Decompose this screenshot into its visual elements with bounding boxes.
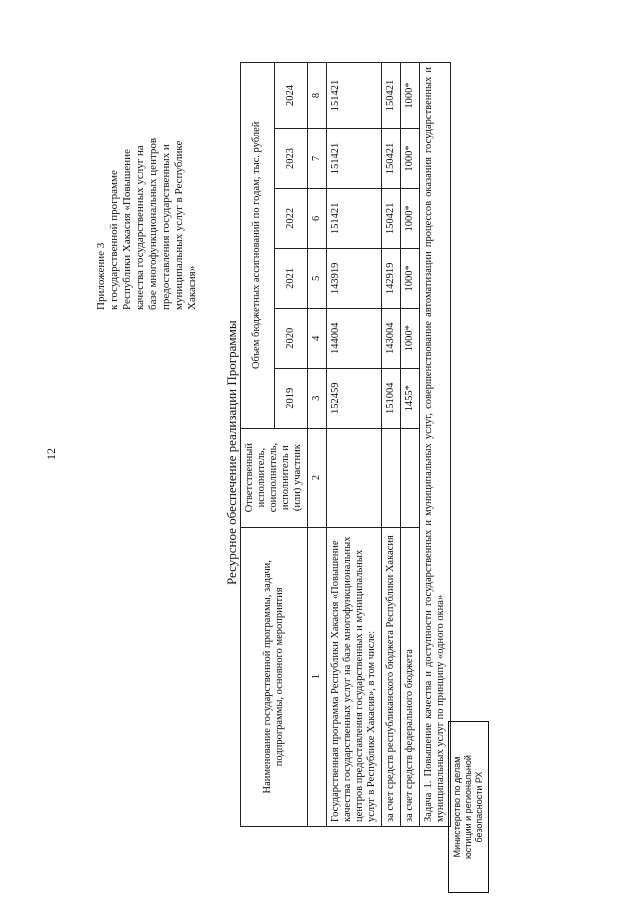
column-number: 8: [308, 63, 327, 129]
value-cell: 144004: [327, 308, 382, 368]
value-cell: 1000*: [401, 128, 420, 188]
header-executor: Ответственный исполнитель, соисполнитель, исполнитель и (или) участник: [241, 428, 308, 527]
row-name: за счет средств республиканского бюджета Республики Хакасия: [382, 527, 401, 826]
stamp-line: Министерство по делам: [452, 756, 462, 858]
year-cell: 2023: [274, 128, 308, 188]
header-name: Наименование государственной программы, задачи, подпрограммы, основного мероприятия: [241, 527, 308, 826]
year-cell: 2020: [274, 308, 308, 368]
column-number: 4: [308, 308, 327, 368]
resource-table: [240, 62, 451, 827]
year-cell: 2024: [274, 63, 308, 129]
column-number: 5: [308, 248, 327, 308]
value-cell: 1000*: [401, 63, 420, 129]
value-cell: 150421: [382, 188, 401, 248]
value-cell: 143919: [327, 248, 382, 308]
year-cell: 2022: [274, 188, 308, 248]
value-cell: 1000*: [401, 248, 420, 308]
value-cell: 152459: [327, 368, 382, 428]
column-number: 7: [308, 128, 327, 188]
header-budget: Объем бюджетных ассигнований по годам, тыс. рублей: [241, 63, 275, 429]
value-cell: 151421: [327, 63, 382, 129]
value-cell: 151004: [382, 368, 401, 428]
stamp-line: юстиции и региональной: [463, 755, 473, 859]
appendix-line: Хакасия»: [186, 265, 198, 310]
column-number: 1: [308, 527, 327, 826]
value-cell: 1455*: [401, 368, 420, 428]
appendix-line: муниципальных услуг в Республике: [173, 140, 185, 310]
appendix-line: Республики Хакасия «Повышение: [121, 149, 133, 310]
value-cell: 142919: [382, 248, 401, 308]
column-number: 3: [308, 368, 327, 428]
value-cell: 151421: [327, 128, 382, 188]
year-cell: 2019: [274, 368, 308, 428]
table-row: [382, 63, 401, 827]
task-text: Задача 1. Повышение качества и доступности государственных и муниципальных услуг, совершенствование автоматизации процессов оказания государственных и муниципальных услуг по принципу «одного окна»: [420, 63, 451, 827]
appendix-note: [95, 60, 199, 310]
column-number-row: [308, 63, 327, 827]
value-cell: 150421: [382, 63, 401, 129]
appendix-line: Приложение 3: [95, 242, 107, 310]
page-number: 12: [44, 448, 58, 460]
header-row: [241, 63, 275, 827]
row-name: за счет средств федерального бюджета: [401, 527, 420, 826]
value-cell: 1000*: [401, 308, 420, 368]
row-executor: [401, 428, 420, 527]
task-row: [420, 63, 451, 827]
appendix-line: базе многофункциональных центров: [147, 137, 159, 310]
table-row: [401, 63, 420, 827]
value-cell: 150421: [382, 128, 401, 188]
column-number: 2: [308, 428, 327, 527]
appendix-line: предоставления государственных и: [160, 144, 172, 310]
table-row: [327, 63, 382, 827]
column-number: 6: [308, 188, 327, 248]
value-cell: 151421: [327, 188, 382, 248]
row-name: Государственная программа Республики Хакасия «Повышение качества государственных услуг на базе многофункциональных центров предоставления государственных и муниципальных услуг в Республике Хакасия», в том числе:: [327, 527, 382, 826]
appendix-line: качества государственных услуг на: [134, 145, 146, 310]
row-executor: [382, 428, 401, 527]
appendix-line: к государственной программе: [108, 170, 120, 310]
value-cell: 1000*: [401, 188, 420, 248]
year-cell: 2021: [274, 248, 308, 308]
document-title: Ресурсное обеспечение реализации Программы: [224, 320, 239, 585]
ministry-stamp: [448, 721, 489, 893]
value-cell: 143004: [382, 308, 401, 368]
stamp-line: безопасности РХ: [474, 771, 484, 843]
row-executor: [327, 428, 382, 527]
